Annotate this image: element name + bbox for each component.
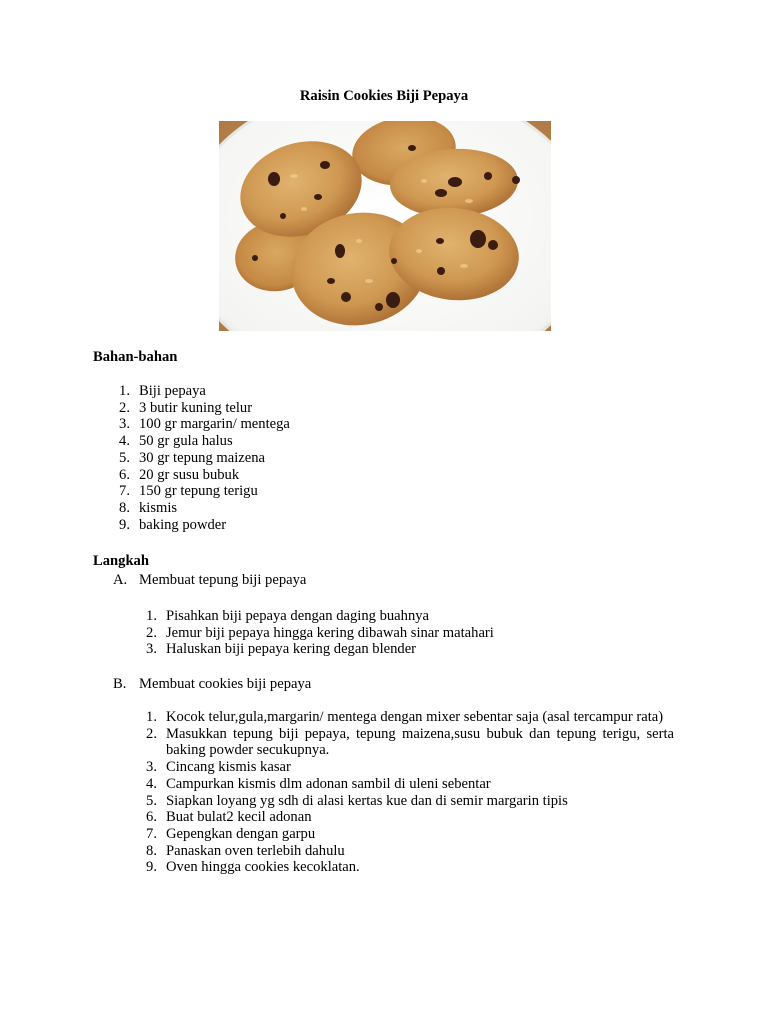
item-text: Siapkan loyang yg sdh di alasi kertas kue dan di semir margarin tipis xyxy=(166,792,568,809)
item-number: 7. xyxy=(146,825,157,842)
item-text: Kocok telur,gula,margarin/ mentega dengan mixer sebentar saja (asal tercampur rata) xyxy=(166,709,664,725)
item-number: 6. xyxy=(146,809,157,826)
item-number: 6. xyxy=(119,466,130,483)
item-number: 2. xyxy=(146,624,157,641)
item-text: Jemur biji pepaya hingga kering dibawah sinar matahari xyxy=(166,624,494,641)
list-item xyxy=(119,516,290,534)
item-text: Buat bulat2 kecil adonan xyxy=(166,809,312,826)
item-text: kismis xyxy=(139,499,178,516)
list-item xyxy=(146,809,674,826)
ingredients-list xyxy=(119,383,290,533)
item-number: 1. xyxy=(146,608,157,624)
section-b-steps xyxy=(146,709,674,876)
list-item xyxy=(146,608,494,625)
section-title-text: Membuat tepung biji pepaya xyxy=(139,572,307,588)
list-item xyxy=(146,641,494,658)
item-number: 1. xyxy=(119,383,130,399)
item-text: 100 gr margarin/ mentega xyxy=(139,416,290,433)
section-b-title xyxy=(113,676,312,693)
item-text: Campurkan kismis dlm adonan sambil di uleni sebentar xyxy=(166,775,491,792)
item-number: 1. xyxy=(146,709,157,725)
section-title-text: Membuat cookies biji pepaya xyxy=(139,676,312,692)
list-item xyxy=(146,859,674,876)
item-text: Pisahkan biji pepaya dengan daging buahnya xyxy=(166,608,430,624)
list-item xyxy=(146,775,674,793)
list-item xyxy=(119,383,290,400)
list-item xyxy=(119,499,290,517)
item-number: 2. xyxy=(119,399,130,416)
item-number: 8. xyxy=(146,842,157,859)
list-item xyxy=(119,466,290,484)
item-number: 9. xyxy=(119,516,130,533)
section-letter: A. xyxy=(113,572,128,588)
section-a-steps xyxy=(146,608,494,658)
item-number: 5. xyxy=(119,449,130,466)
list-item xyxy=(146,709,674,726)
item-number: 7. xyxy=(119,483,130,500)
item-text: 20 gr susu bubuk xyxy=(139,466,240,483)
list-item xyxy=(119,433,290,450)
ingredients-heading: Bahan-bahan xyxy=(93,349,178,365)
list-item xyxy=(119,399,290,417)
list-item xyxy=(146,792,674,810)
item-text: Oven hingga cookies kecoklatan. xyxy=(166,859,360,876)
item-number: 4. xyxy=(146,775,157,792)
item-number: 3. xyxy=(146,759,157,776)
item-number: 5. xyxy=(146,792,157,809)
item-number: 2. xyxy=(146,725,157,742)
item-number: 8. xyxy=(119,499,130,516)
item-number: 3. xyxy=(146,641,157,658)
list-item xyxy=(119,416,290,433)
item-text: Gepengkan dengan garpu xyxy=(166,825,316,842)
item-text: 50 gr gula halus xyxy=(139,433,233,450)
item-text: 3 butir kuning telur xyxy=(139,399,253,416)
cookies-photo xyxy=(219,121,551,331)
list-item xyxy=(146,842,674,860)
list-item xyxy=(146,759,674,776)
item-text: 150 gr tepung terigu xyxy=(139,483,258,500)
item-number: 9. xyxy=(146,859,157,876)
list-item xyxy=(119,449,290,467)
section-letter: B. xyxy=(113,676,127,692)
item-text: baking powder xyxy=(139,516,227,533)
list-item xyxy=(146,825,674,843)
item-text: Panaskan oven terlebih dahulu xyxy=(166,842,345,859)
item-number: 3. xyxy=(119,416,130,433)
document-title: Raisin Cookies Biji Pepaya xyxy=(299,88,469,104)
list-item xyxy=(146,725,674,759)
section-a-title xyxy=(113,572,307,589)
item-text: Cincang kismis kasar xyxy=(166,759,291,776)
steps-heading: Langkah xyxy=(93,553,149,569)
list-item xyxy=(146,624,494,642)
item-number: 4. xyxy=(119,433,130,450)
item-text: 30 gr tepung maizena xyxy=(139,449,266,466)
item-text: Masukkan tepung biji pepaya, tepung maizena,susu bubuk dan tepung terigu, serta baking powder secukupnya. xyxy=(166,725,674,759)
item-text: Biji pepaya xyxy=(139,383,206,399)
list-item xyxy=(119,483,290,500)
item-text: Haluskan biji pepaya kering degan blender xyxy=(166,641,417,658)
